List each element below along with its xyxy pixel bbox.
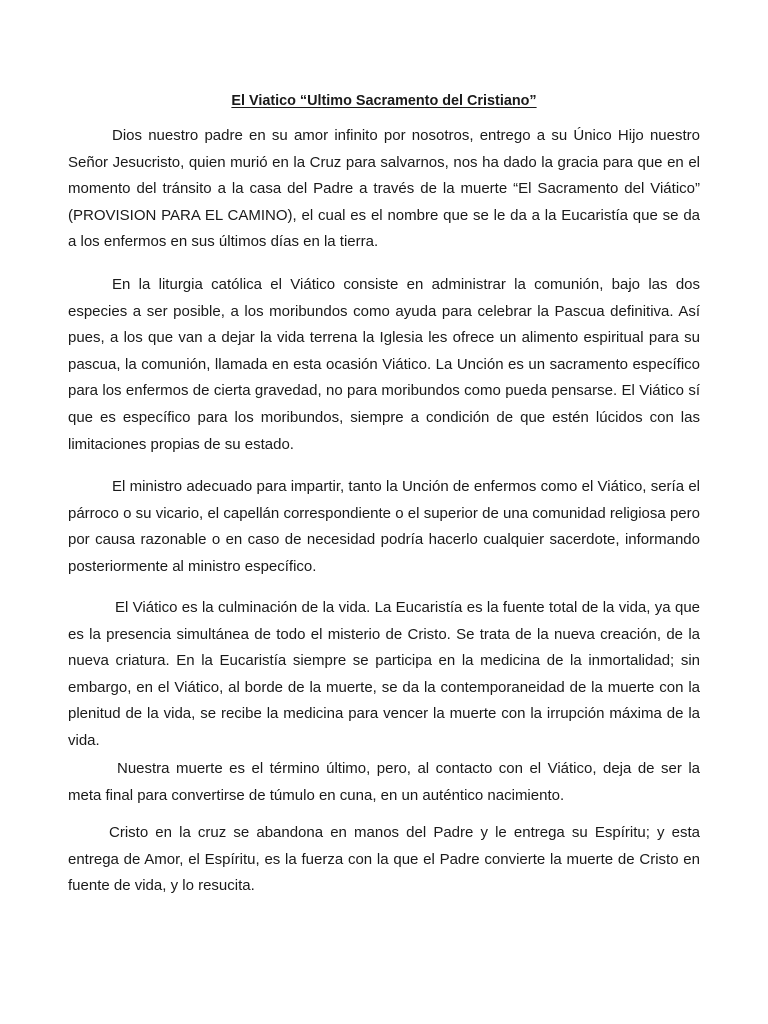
paragraph-2: En la liturgia católica el Viático consiste en administrar la comunión, bajo las dos especies a ser posible, a los moribundos como ayuda para celebrar la Pascua definitiva. Así pues, a los que van a dejar la vida terrena la Iglesia les ofrece un alimento espiritual para su pascua, la comunión, llamada en esta ocasión Viático. La Unción es un sacramento específico para los enfermos de cierta gravedad, no para moribundos como pueda pensarse. El Viático sí que es específico para los moribundos, siempre a condición de que estén lúcidos con las limitaciones propias de su estado. xyxy=(68,276,700,453)
document-title: El Viatico “Ultimo Sacramento del Cristiano” xyxy=(231,93,537,109)
paragraph-5: Nuestra muerte es el término último, pero, al contacto con el Viático, deja de ser la meta final para convertirse de túmulo en cuna, en un auténtico nacimiento. xyxy=(68,760,700,804)
paragraph-3: El ministro adecuado para impartir, tanto la Unción de enfermos como el Viático, sería el párroco o su vicario, el capellán correspondiente o el superior de una comunidad religiosa pero por causa razonable o en caso de necesidad podría hacerlo cualquier sacerdote, informando posteriormente al ministro específico. xyxy=(68,478,700,575)
paragraph-1: Dios nuestro padre en su amor infinito por nosotros, entrego a su Único Hijo nuestro Señor Jesucristo, quien murió en la Cruz para salvarnos, nos ha dado la gracia para que en el momento del tránsito a la casa del Padre a través de la muerte “El Sacramento del Viático” (PROVISION PARA EL CAMINO), el cual es el nombre que se le da a la Eucaristía que se da a los enfermos en sus últimos días en la tierra. xyxy=(68,127,700,251)
paragraph-6: Cristo en la cruz se abandona en manos del Padre y le entrega su Espíritu; y esta entrega de Amor, el Espíritu, es la fuerza con la que el Padre convierte la muerte de Cristo en fuente de vida, y lo resucita. xyxy=(68,824,700,895)
paragraph-4: El Viático es la culminación de la vida. La Eucaristía es la fuente total de la vida, ya que es la presencia simultánea de todo el misterio de Cristo. Se trata de la nueva creación, de la nueva criatura. En la Eucaristía siempre se participa en la medicina de la inmortalidad; sin embargo, en el Viático, al borde de la muerte, se da la contemporaneidad de la muerte con la plenitud de la vida, se recibe la medicina para vencer la muerte con la irrupción máxima de la vida. xyxy=(68,599,700,749)
